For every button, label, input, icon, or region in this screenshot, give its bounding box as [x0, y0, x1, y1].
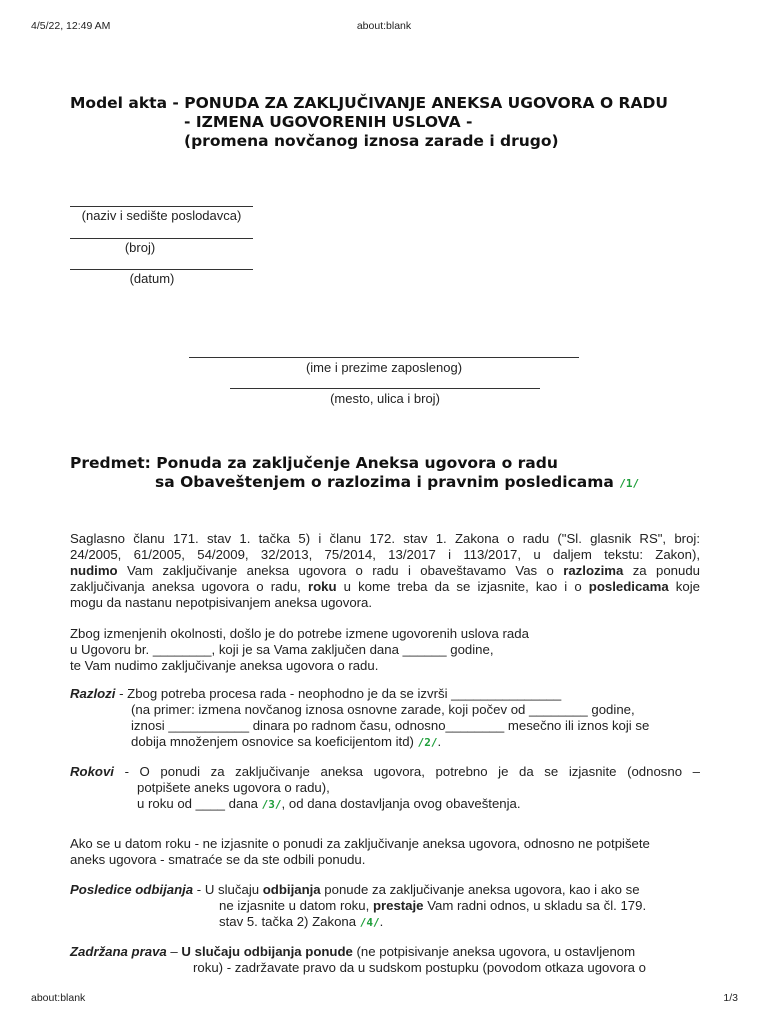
title-prefix: Model akta - — [70, 94, 185, 112]
employer-name-line — [70, 206, 253, 207]
consequences-text-2a: ne izjasnite u datom roku, — [219, 898, 373, 913]
intro-line-2: 24/2005, 61/2005, 54/2009, 32/2013, 75/2014, 13/2017 i 113/2017, u daljem tekstu: Zakon), — [70, 547, 700, 562]
number-label: (broj) — [124, 240, 156, 255]
subject-line2 — [155, 473, 639, 491]
retained-rights-line-1 — [70, 944, 635, 960]
recipient-address-line — [230, 388, 540, 389]
title-line3: (promena novčanog iznosa zarade i drugo) — [184, 132, 559, 150]
intro-line-3 — [70, 563, 700, 579]
print-url: about:blank — [356, 20, 412, 32]
intro-bold-nudimo: nudimo — [70, 563, 118, 578]
circ-line-2: u Ugovoru br. ________, koji je sa Vama zaključen dana ______ godine, — [70, 642, 494, 657]
deadlines-text-3-end: , od dana dostavljanja ovog obaveštenja. — [281, 796, 521, 811]
date-label: (datum) — [129, 271, 175, 286]
number-line — [70, 238, 253, 239]
deadlines-line-1 — [70, 764, 700, 780]
print-datetime: 4/5/22, 12:49 AM — [31, 20, 111, 32]
intro-line-4-mid: u kome treba da se izjasnite, kao i o — [336, 579, 589, 594]
consequences-text-3: stav 5. tačka 2) Zakona — [219, 914, 360, 929]
consequences-label: Posledice odbijanja — [70, 882, 194, 897]
reasons-line-3: iznosi ___________ dinara po radnom času, odnosno________ mesečno ili iznos koji se — [131, 718, 650, 733]
retained-rights-dash: – — [166, 944, 182, 959]
deadlines-line-2: potpišete aneks ugovora o radu), — [137, 780, 330, 795]
intro-line-4 — [70, 579, 700, 595]
consequences-line-2 — [219, 898, 646, 914]
reasons-line-2: (na primer: izmena novčanog iznosa osnovne zarade, koji počev od ________ godine, — [131, 702, 635, 717]
refusal-paragraph — [70, 836, 700, 868]
intro-bold-roku: roku — [307, 579, 337, 594]
title-main: PONUDA ZA ZAKLJUČIVANJE ANEKSA UGOVORA O RADU — [184, 94, 668, 112]
reasons-line-1 — [70, 686, 561, 702]
page-number: 1/3 — [723, 992, 738, 1004]
subject-line1 — [70, 454, 558, 472]
consequences-text-1b: ponude za zaključivanje aneksa ugovora, kao i ako se — [320, 882, 640, 897]
refusal-line-2: aneks ugovora - smatraće se da ste odbili ponudu. — [70, 852, 366, 867]
deadlines-text-1: - O ponudi za zaključivanje aneksa ugovora, potrebno je da se izjasnite (odnosno – — [113, 764, 700, 779]
intro-line-3-end: za ponudu — [623, 563, 700, 578]
reasons-text-4: dobija množenjem osnovice sa koeficijentom itd) — [131, 734, 418, 749]
reasons-label: Razlozi — [70, 686, 116, 701]
retained-rights-bold: U slučaju odbijanja ponude — [181, 944, 353, 959]
date-line — [70, 269, 253, 270]
recipient-name-line — [189, 357, 579, 358]
footnote-ref-3: /3/ — [261, 798, 282, 811]
intro-bold-posledicama: posledicama — [588, 579, 669, 594]
consequences-line-3 — [219, 914, 383, 931]
reasons-end: . — [437, 734, 442, 749]
retained-rights-line-2: roku) - zadržavate pravo da u sudskom postupku (povodom otkaza ugovora o — [193, 960, 647, 975]
subject-text-2: sa Obaveštenjem o razlozima i pravnim posledicama — [155, 473, 614, 491]
reasons-text-1: - Zbog potreba procesa rada - neophodno je da se izvrši _______________ — [115, 686, 562, 701]
deadlines-label: Rokovi — [70, 764, 114, 779]
consequences-bold-odbijanja: odbijanja — [262, 882, 321, 897]
consequences-text-1a: - U slučaju — [193, 882, 263, 897]
retained-rights-label: Zadržana prava — [70, 944, 167, 959]
footnote-ref-4: /4/ — [359, 916, 380, 929]
intro-line-5: mogu da nastanu nepotpisivanjem aneksa ugovora. — [70, 595, 373, 610]
intro-line-3-mid: Vam zaključivanje aneksa ugovora o radu i obaveštavamo Vas o — [117, 563, 564, 578]
title-line1 — [70, 94, 668, 112]
footnote-ref-1: /1/ — [619, 477, 640, 490]
refusal-line-1: Ako se u datom roku - ne izjasnite o ponudi za zaključivanje aneksa ugovora, odnosno ne potpišete — [70, 836, 650, 851]
deadlines-text-3: u roku od ____ dana — [137, 796, 262, 811]
circ-line-1: Zbog izmenjenih okolnosti, došlo je do potrebe izmene ugovorenih uslova rada — [70, 626, 529, 641]
consequences-bold-prestaje: prestaje — [372, 898, 424, 913]
footer-url: about:blank — [31, 992, 86, 1004]
intro-line-4-start: zaključivanja aneksa ugovora o radu, — [70, 579, 308, 594]
consequences-text-2b: Vam radni odnos, u skladu sa čl. 179. — [423, 898, 647, 913]
circ-line-3: te Vam nudimo zaključivanje aneksa ugovora o radu. — [70, 658, 379, 673]
intro-paragraph — [70, 531, 700, 611]
recipient-address-label: (mesto, ulica i broj) — [330, 391, 440, 406]
recipient-name-label: (ime i prezime zaposlenog) — [305, 360, 463, 375]
title-line2: - IZMENA UGOVORENIH USLOVA - — [184, 113, 473, 131]
consequences-line-1 — [70, 882, 640, 898]
retained-rights-text-1: (ne potpisivanje aneksa ugovora, u ostavljenom — [352, 944, 636, 959]
subject-label: Predmet: — [70, 454, 151, 472]
circumstances-paragraph — [70, 626, 700, 674]
deadlines-line-3 — [137, 796, 521, 813]
footnote-ref-2: /2/ — [417, 736, 438, 749]
employer-name-label: (naziv i sedište poslodavca) — [81, 208, 242, 223]
reasons-line-4 — [131, 734, 441, 751]
consequences-end: . — [379, 914, 384, 929]
intro-line-1: Saglasno članu 171. stav 1. tačka 5) i članu 172. stav 1. Zakona o radu ("Sl. glasnik RS", broj: — [70, 531, 700, 546]
intro-bold-razlozima: razlozima — [563, 563, 624, 578]
subject-text: Ponuda za zaključenje Aneksa ugovora o radu — [156, 454, 558, 472]
intro-line-4-end: koje — [668, 579, 700, 594]
